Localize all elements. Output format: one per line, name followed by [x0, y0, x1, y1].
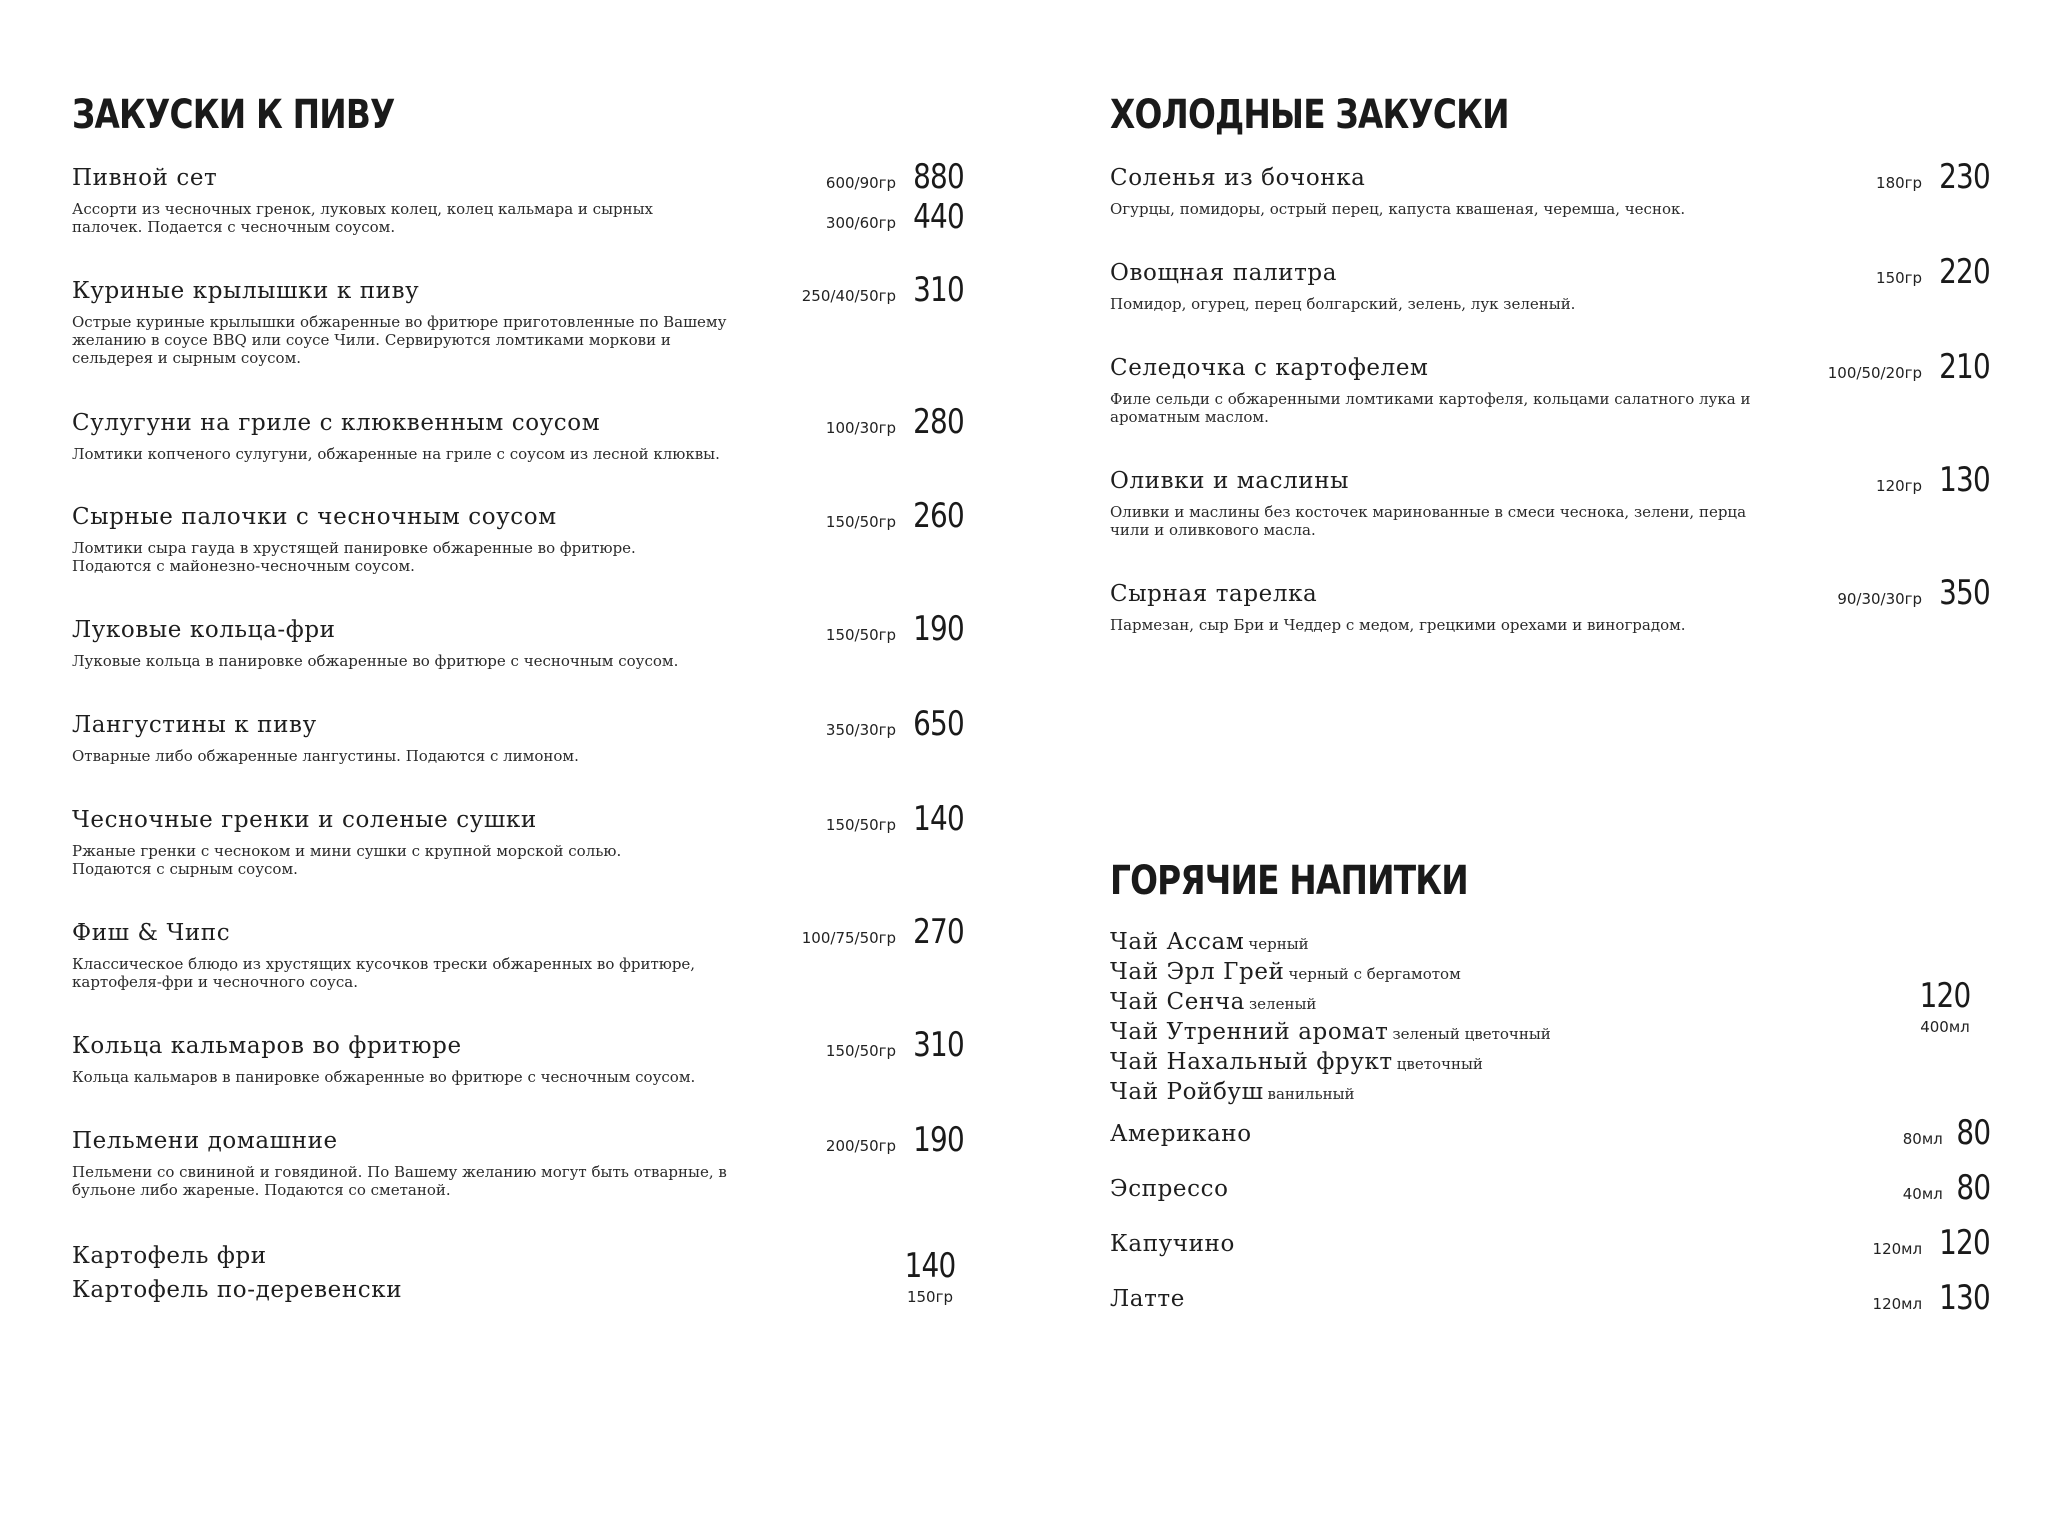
item-weight: 100/50/20гр	[1827, 364, 1923, 382]
tea-item	[1110, 1018, 1990, 1048]
tea-item	[1110, 958, 1990, 988]
item-price: 230	[1939, 157, 1990, 197]
menu-item	[72, 496, 964, 575]
item-name: Куриные крылышки к пиву	[72, 278, 420, 304]
item-weight: 100/30гр	[825, 419, 897, 437]
price-block	[825, 157, 964, 240]
tea-list	[1110, 928, 1990, 1108]
item-description: Филе сельди с обжаренными ломтиками картофеля, кольцами салатного лука и ароматным маслом.	[1110, 390, 1751, 426]
menu-item	[72, 1025, 964, 1086]
menu-item	[72, 157, 964, 237]
tea-volume: 400мл	[1920, 1018, 1970, 1036]
price-row	[825, 1120, 964, 1163]
item-name: Латте	[1110, 1286, 1185, 1312]
tea-name: Чай Эрл Грей	[1110, 959, 1285, 985]
price-block	[825, 1120, 964, 1163]
item-description: Отварные либо обжаренные лангустины. Подаются с лимоном.	[72, 747, 579, 765]
menu-item	[72, 609, 964, 670]
price-block	[1876, 460, 1990, 503]
item-description: Огурцы, помидоры, острый перец, капуста квашеная, черемша, чеснок.	[1110, 200, 1686, 218]
menu-item	[1110, 157, 1990, 218]
item-weight: 180гр	[1876, 174, 1923, 192]
item-description: Луковые кольца в панировке обжаренные во фритюре с чесночным соусом.	[72, 652, 679, 670]
item-weight: 120мл	[1872, 1240, 1923, 1258]
menu-item	[72, 704, 964, 765]
item-name: Капучино	[1110, 1231, 1235, 1257]
price-row	[1876, 157, 1990, 200]
price-row	[1837, 573, 1990, 616]
item-price: 880	[913, 157, 964, 197]
tea-name: Чай Ройбуш	[1110, 1079, 1264, 1105]
tea-note: цветочный	[1396, 1055, 1483, 1073]
item-weight: 150гр	[906, 1288, 954, 1306]
item-name: Кольца кальмаров во фритюре	[72, 1033, 462, 1059]
item-name: Овощная палитра	[1110, 260, 1338, 286]
item-weight: 150/50гр	[825, 1042, 897, 1060]
price-row	[825, 609, 964, 652]
item-weight: 350/30гр	[825, 721, 897, 739]
menu-item-potatoes	[72, 1242, 952, 1304]
item-price: 650	[913, 704, 964, 744]
tea-name: Чай Утренний аромат	[1110, 1019, 1389, 1045]
price-row	[1902, 1168, 1990, 1211]
item-price: 80	[1956, 1168, 1990, 1208]
tea-name: Чай Ассам	[1110, 929, 1245, 955]
price-row	[1876, 460, 1990, 503]
price-block	[1902, 1168, 1990, 1211]
tea-item	[1110, 988, 1990, 1018]
item-name: Эспрессо	[1110, 1176, 1229, 1202]
item-name: Картофель фри	[72, 1243, 267, 1269]
item-price: 130	[1939, 460, 1990, 500]
item-weight: 90/30/30гр	[1837, 590, 1923, 608]
item-description: Ломтики копченого сулугуни, обжаренные на гриле с соусом из лесной клюквы.	[72, 445, 720, 463]
section-title-beer-snacks: ЗАКУСКИ К ПИВУ	[72, 92, 395, 138]
price-block	[825, 799, 964, 842]
price-block	[1902, 1113, 1990, 1156]
item-price: 220	[1939, 252, 1990, 292]
item-description: Помидор, огурец, перец болгарский, зелень, лук зеленый.	[1110, 295, 1576, 313]
item-price: 140	[913, 799, 964, 839]
item-price: 140	[904, 1246, 956, 1286]
menu-item	[1110, 573, 1990, 634]
tea-item	[1110, 928, 1990, 958]
item-name: Картофель по-деревенски	[72, 1277, 403, 1303]
item-price: 190	[913, 609, 964, 649]
item-price: 80	[1956, 1113, 1990, 1153]
price-row	[825, 1025, 964, 1068]
price-block	[825, 609, 964, 652]
tea-item	[1110, 1078, 1990, 1108]
item-weight: 200/50гр	[825, 1137, 897, 1155]
item-price: 310	[913, 270, 964, 310]
item-price: 350	[1939, 573, 1990, 613]
menu-item	[1110, 1168, 1990, 1208]
item-name: Оливки и маслины	[1110, 468, 1350, 494]
item-price: 310	[913, 1025, 964, 1065]
price-block	[825, 704, 964, 747]
item-weight: 300/60гр	[825, 214, 897, 232]
price-block	[825, 1025, 964, 1068]
section-title-hot-drinks: ГОРЯЧИЕ НАПИТКИ	[1110, 858, 1468, 904]
menu-item	[1110, 1113, 1990, 1153]
item-description: Классическое блюдо из хрустящих кусочков трески обжаренных во фритюре, картофеля-фри и чесночного соуса.	[72, 955, 696, 991]
item-description: Ломтики сыра гауда в хрустящей панировке обжаренные во фритюре. Подаются с майонезно-чесночным соусом.	[72, 539, 636, 575]
item-price: 440	[913, 197, 964, 237]
price-block	[1876, 252, 1990, 295]
price-block	[1872, 1223, 1990, 1266]
price-row	[1827, 347, 1990, 390]
menu-item	[72, 270, 964, 367]
tea-name: Чай Нахальный фрукт	[1110, 1049, 1393, 1075]
item-name: Пельмени домашние	[72, 1128, 338, 1154]
tea-price: 120	[1919, 976, 1971, 1016]
item-weight: 80мл	[1902, 1130, 1943, 1148]
item-name: Сулугуни на гриле с клюквенным соусом	[72, 410, 601, 436]
price-row	[825, 402, 964, 445]
menu-item	[1110, 1278, 1990, 1318]
item-name: Соленья из бочонка	[1110, 165, 1366, 191]
item-description: Кольца кальмаров в панировке обжаренные во фритюре с чесночным соусом.	[72, 1068, 696, 1086]
tea-note: ванильный	[1267, 1085, 1355, 1103]
menu-item	[72, 799, 964, 878]
item-weight: 120мл	[1872, 1295, 1923, 1313]
price-row	[825, 496, 964, 539]
price-row	[1872, 1223, 1990, 1266]
item-name: Пивной сет	[72, 165, 218, 191]
price-row	[825, 704, 964, 747]
item-price: 270	[913, 912, 964, 952]
price-block	[825, 496, 964, 539]
item-description: Ржаные гренки с чесноком и мини сушки с крупной морской солью. Подаются с сырным соусом.	[72, 842, 622, 878]
item-price: 210	[1939, 347, 1990, 387]
menu-item	[72, 1120, 964, 1199]
price-block	[1827, 347, 1990, 390]
price-row	[801, 270, 964, 313]
price-row	[1876, 252, 1990, 295]
item-weight: 150/50гр	[825, 816, 897, 834]
menu-item	[1110, 1223, 1990, 1263]
item-description: Острые куриные крылышки обжаренные во фритюре приготовленные по Вашему желанию в соусе BBQ или соусе Чили. Сервируются ломтиками моркови и сельдерея и сырным соусом.	[72, 313, 727, 367]
menu-item	[72, 402, 964, 463]
price-block	[1876, 157, 1990, 200]
menu-item	[1110, 460, 1990, 539]
item-weight: 100/75/50гр	[801, 929, 897, 947]
menu-item	[1110, 347, 1990, 426]
price-block	[801, 912, 964, 955]
tea-item	[1110, 1048, 1990, 1078]
item-description: Пельмени со свининой и говядиной. По Вашему желанию могут быть отварные, в бульоне либо жареные. Подаются со сметаной.	[72, 1163, 727, 1199]
item-description: Оливки и маслины без косточек маринованные в смеси чеснока, зелени, перца чили и оливкового масла.	[1110, 503, 1747, 539]
item-weight: 150гр	[1876, 269, 1923, 287]
item-weight: 600/90гр	[825, 174, 897, 192]
price-block	[1837, 573, 1990, 616]
item-name: Сырные палочки с чесночным соусом	[72, 504, 557, 530]
tea-note: зеленый цветочный	[1392, 1025, 1551, 1043]
price-row	[825, 157, 964, 200]
item-name: Селедочка с картофелем	[1110, 355, 1429, 381]
price-block	[825, 402, 964, 445]
item-weight: 250/40/50гр	[801, 287, 897, 305]
menu-item	[72, 912, 964, 991]
price-block	[801, 270, 964, 313]
item-name: Чесночные гренки и соленые сушки	[72, 807, 537, 833]
item-weight: 150/50гр	[825, 513, 897, 531]
item-description: Пармезан, сыр Бри и Чеддер с медом, грецкими орехами и виноградом.	[1110, 616, 1686, 634]
price-block	[1872, 1278, 1990, 1321]
item-price: 260	[913, 496, 964, 536]
tea-name: Чай Сенча	[1110, 989, 1245, 1015]
item-price: 190	[913, 1120, 964, 1160]
item-price: 130	[1939, 1278, 1990, 1318]
price-row	[825, 197, 964, 240]
tea-note: зеленый	[1249, 995, 1317, 1013]
item-weight: 150/50гр	[825, 626, 897, 644]
item-name: Фиш & Чипс	[72, 920, 231, 946]
tea-note: черный	[1248, 935, 1309, 953]
price-row	[825, 799, 964, 842]
potatoes-price-block	[880, 1246, 980, 1306]
tea-note: черный с бергамотом	[1288, 965, 1461, 983]
item-name: Луковые кольца-фри	[72, 617, 336, 643]
item-weight: 120гр	[1876, 477, 1923, 495]
tea-price-block	[1900, 976, 1990, 1036]
item-weight: 40мл	[1902, 1185, 1943, 1203]
price-row	[1902, 1113, 1990, 1156]
item-price: 120	[1939, 1223, 1990, 1263]
item-name: Американо	[1110, 1121, 1252, 1147]
item-price: 280	[913, 402, 964, 442]
price-row	[801, 912, 964, 955]
item-name: Сырная тарелка	[1110, 581, 1318, 607]
price-row	[1872, 1278, 1990, 1321]
section-title-cold-snacks: ХОЛОДНЫЕ ЗАКУСКИ	[1110, 92, 1509, 138]
menu-item	[1110, 252, 1990, 313]
item-description: Ассорти из чесночных гренок, луковых колец, колец кальмара и сырных палочек. Подается с чесночным соусом.	[72, 200, 654, 236]
item-name: Лангустины к пиву	[72, 712, 317, 738]
